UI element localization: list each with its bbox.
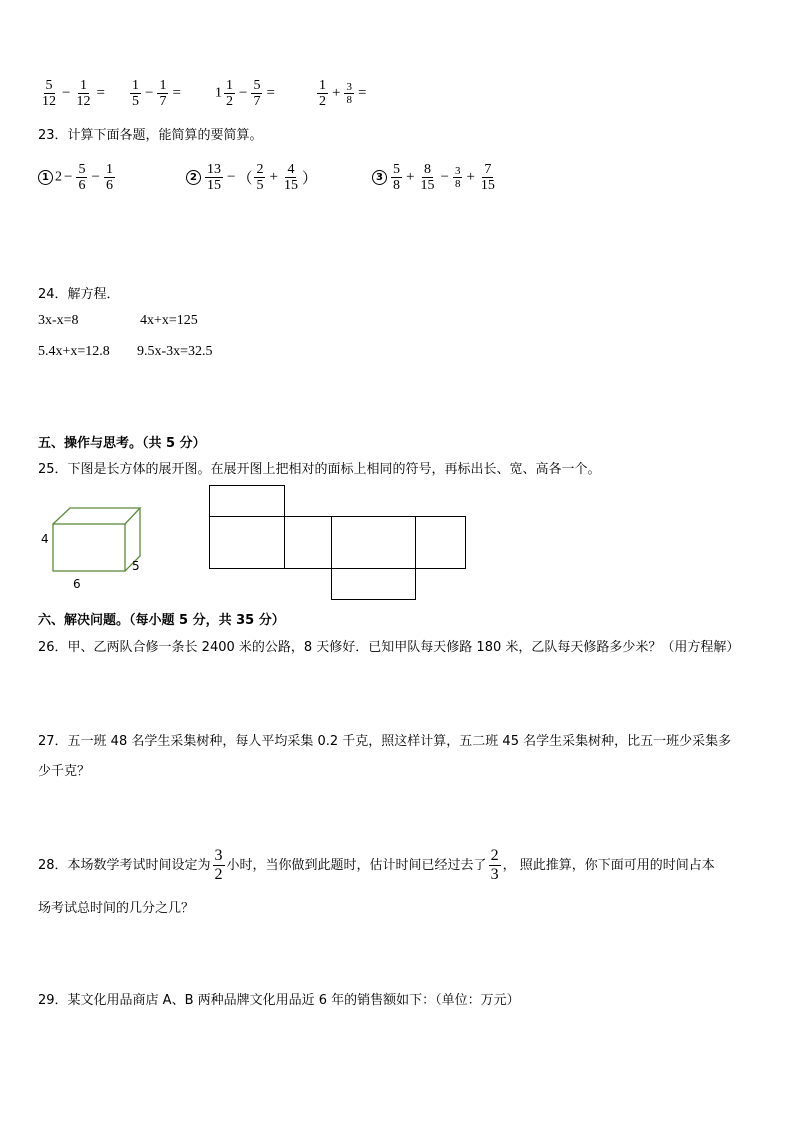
q23-problem-3: 3 $\frac{5}{8}$ + $\frac{8}{15}$ − $\frac{3}{8}$ + $\frac{7}{15}$: [372, 162, 499, 193]
fraction: $\frac{4}{15}$: [283, 162, 298, 193]
question-29: 29．某文化用品商店 A、B 两种品牌文化用品近 6 年的销售额如下：（单位：万元）: [38, 993, 520, 1008]
expr-22-4: $\frac{1}{2}$ + $\frac{3}{8}$ =: [319, 78, 367, 109]
section-6-heading: 六、解决问题。（每小题 5 分，共 35 分）: [38, 613, 285, 628]
net-face-top: [209, 485, 285, 517]
circled-number: 1: [38, 170, 53, 185]
net-face-bottom: [331, 568, 416, 600]
fraction: $\frac{5}{6}$: [78, 162, 86, 193]
question-28-line-2: 场考试总时间的几分之几？: [38, 901, 195, 916]
fraction: $\frac{1}{12}$: [76, 78, 91, 109]
fraction: $\frac{5}{12}$: [42, 78, 56, 109]
fraction: $\frac{7}{15}$: [480, 162, 495, 193]
fraction: $\frac{3}{2}$: [214, 847, 223, 883]
section-5-heading: 五、操作与思考。（共 5 分）: [38, 436, 206, 451]
fraction: $\frac{8}{15}$: [420, 162, 435, 193]
fraction: $\frac{1}{2}$: [226, 78, 233, 109]
equation-1: 3x-x=8: [38, 313, 79, 328]
fraction: $\frac{5}{7}$: [253, 78, 261, 109]
question-25-prompt: 25．下图是长方体的展开图。在展开图上把相对的面标上相同的符号，再标出长、宽、高各一个。: [38, 462, 601, 477]
equation-4: 9.5x-3x=32.5: [137, 344, 213, 359]
question-23-prompt: 23．计算下面各题，能简算的要简算。: [38, 128, 263, 143]
question-26: 26．甲、乙两队合修一条长 2400 米的公路，8 天修好．已知甲队每天修路 180 米，乙队每天修路多少米？（用方程解）: [38, 640, 740, 655]
fraction: $\frac{2}{3}$: [490, 847, 499, 883]
fraction: $\frac{3}{8}$: [346, 81, 352, 106]
fraction: $\frac{3}{8}$: [454, 165, 461, 190]
width-label: 5: [132, 559, 140, 573]
cuboid-figure: [40, 500, 150, 592]
height-label: 4: [41, 532, 49, 546]
fraction: $\frac{13}{15}$: [207, 162, 221, 193]
fraction: $\frac{1}{7}$: [159, 78, 167, 109]
circled-number: 3: [372, 170, 387, 185]
fraction: $\frac{1}{2}$: [319, 78, 326, 109]
q23-problem-1: 1 2 − $\frac{5}{6}$ − $\frac{1}{6}$: [38, 162, 117, 193]
net-face-1: [209, 516, 285, 569]
question-24-prompt: 24．解方程．: [38, 287, 120, 302]
equation-3: 5.4x+x=12.8: [38, 344, 110, 359]
question-27-line-2: 少千克？: [38, 764, 91, 779]
fraction: $\frac{5}{8}$: [393, 162, 400, 193]
net-face-2: [284, 516, 332, 569]
question-28-line-1: 28．本场数学考试时间设定为 $\frac{3}{2}$ 小时，当你做到此题时，估计时间已经过去了 $\frac{2}{3}$ ， 照此推算，你下面可用的时间占本: [38, 847, 715, 883]
q23-problem-2: 2 $\frac{13}{15}$ − （ $\frac{2}{5}$ + $\frac{4}{15}$ ）: [186, 162, 317, 193]
net-face-4: [415, 516, 466, 569]
fraction: $\frac{1}{5}$: [132, 78, 139, 109]
equation-2: 4x+x=125: [140, 313, 198, 328]
cuboid-front-face: [53, 524, 125, 571]
expr-22-3: 1 $\frac{1}{2}$ − $\frac{5}{7}$ =: [215, 78, 275, 109]
net-face-3: [331, 516, 416, 569]
length-label: 6: [73, 577, 81, 591]
cuboid-top-face: [53, 508, 140, 524]
expr-22-1: $\frac{5}{12}$ − $\frac{1}{12}$ =: [42, 78, 105, 109]
expr-22-2: $\frac{1}{5}$ − $\frac{1}{7}$ =: [132, 78, 181, 109]
cuboid-edges: [53, 508, 140, 571]
circled-number: 2: [186, 170, 201, 185]
fraction: $\frac{2}{5}$: [256, 162, 264, 193]
question-27-line-1: 27．五一班 48 名学生采集树种，每人平均采集 0.2 千克，照这样计算，五二班 45 名学生采集树种，比五一班少采集多: [38, 734, 732, 749]
fraction: $\frac{1}{6}$: [105, 162, 113, 193]
